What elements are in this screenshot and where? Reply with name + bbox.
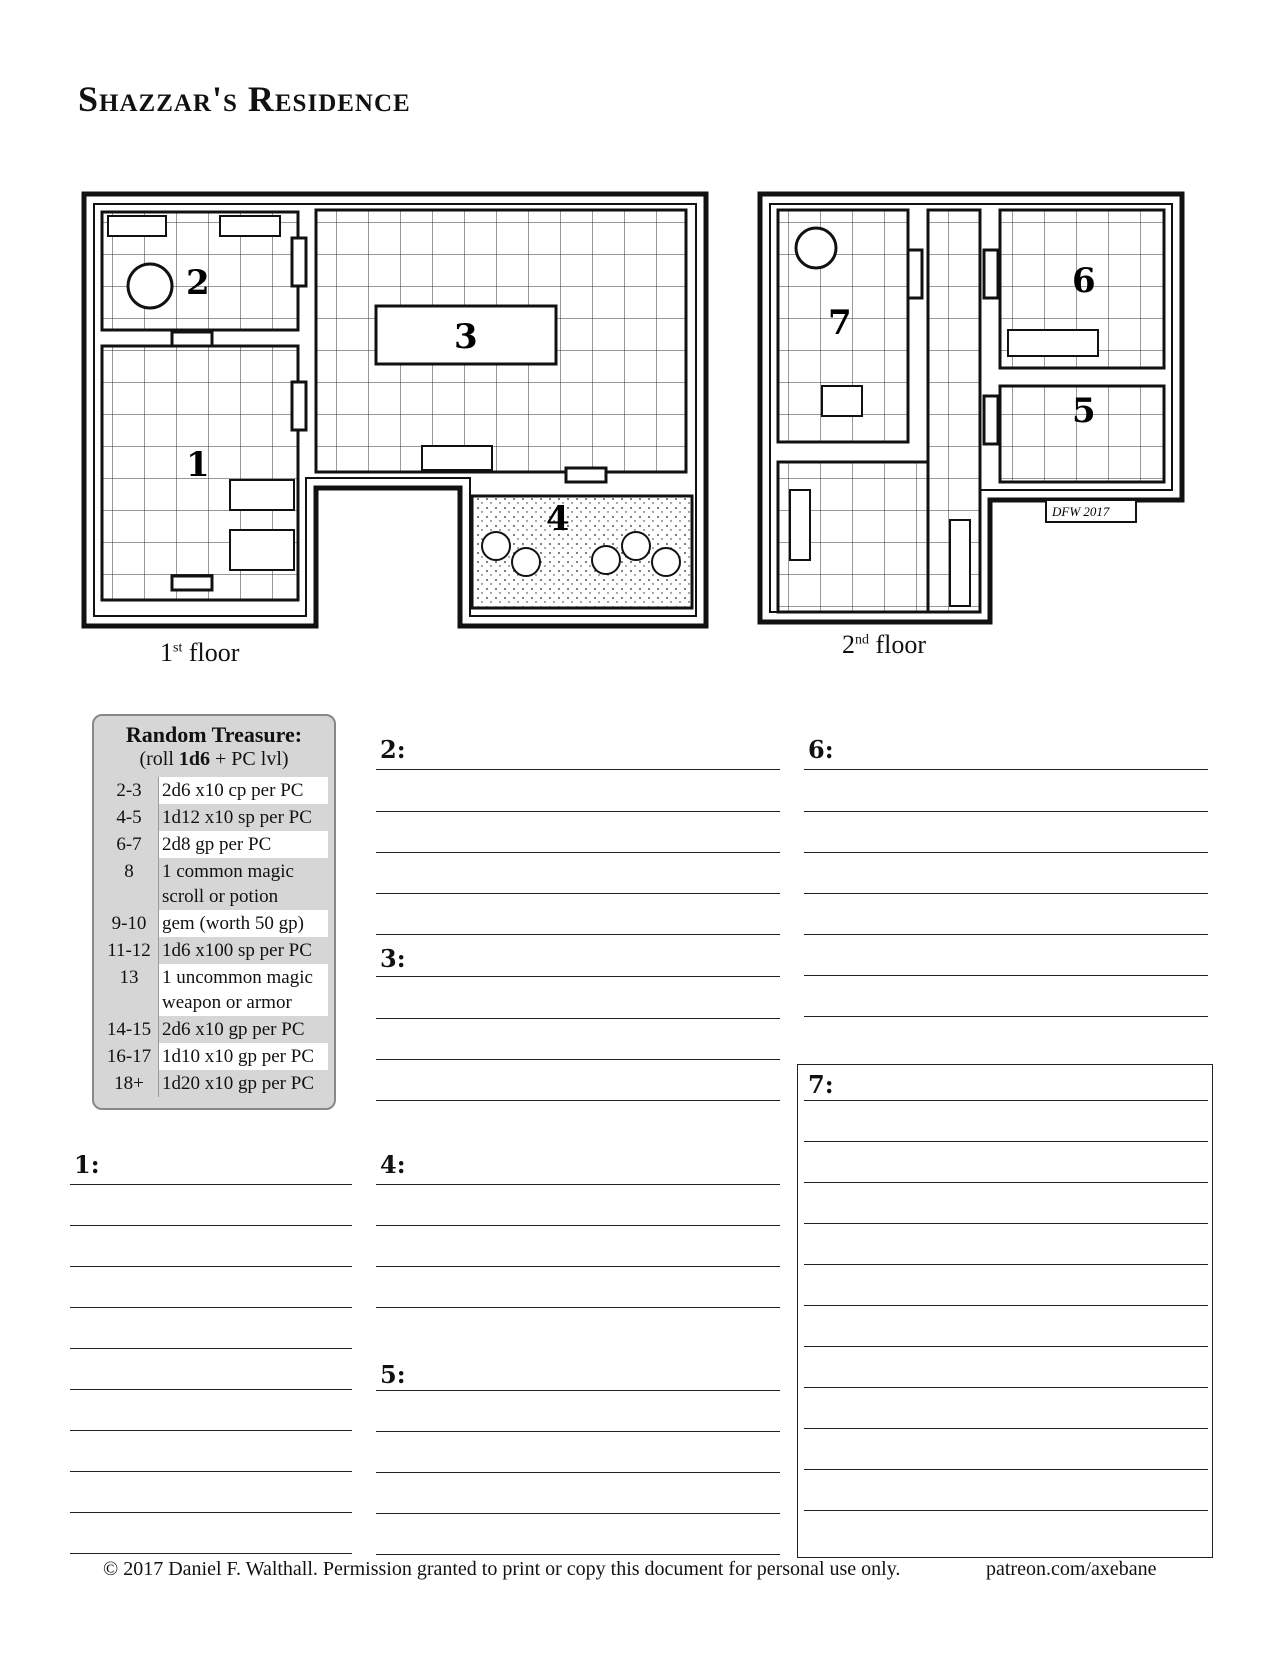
- room-5-notes-label: 5:: [380, 1360, 406, 1389]
- note-line: [70, 1266, 352, 1267]
- table-row: 11-12 1d6 x100 sp per PC: [100, 937, 328, 964]
- note-line: [804, 1141, 1208, 1142]
- note-line: [804, 1100, 1208, 1101]
- note-line: [376, 1472, 780, 1473]
- note-line: [70, 1307, 352, 1308]
- table-row: 9-10 gem (worth 50 gp): [100, 910, 328, 937]
- note-line: [804, 1223, 1208, 1224]
- room-number-4: 4: [546, 499, 570, 539]
- note-line: [376, 1554, 780, 1555]
- artist-signature: DFW 2017: [1052, 504, 1110, 519]
- note-line: [70, 1553, 352, 1554]
- note-line: [376, 1059, 780, 1060]
- note-line: [376, 811, 780, 812]
- note-line: [804, 1428, 1208, 1429]
- room-number-2: 2: [186, 263, 210, 303]
- note-line: [804, 1182, 1208, 1183]
- table-row: 4-5 1d12 x10 sp per PC: [100, 804, 328, 831]
- second-floor-label: 2nd floor: [842, 630, 927, 659]
- random-treasure-table: [92, 714, 336, 1110]
- first-floor-map: [80, 190, 712, 634]
- note-line: [804, 852, 1208, 853]
- room-7-notes-box: [797, 1064, 1213, 1558]
- note-line: [376, 934, 780, 935]
- note-line: [376, 976, 780, 977]
- note-line: [70, 1348, 352, 1349]
- note-line: [804, 1016, 1208, 1017]
- note-line: [376, 1100, 780, 1101]
- note-line: [376, 769, 780, 770]
- table-row: 2-3 2d6 x10 cp per PC: [100, 777, 328, 804]
- note-line: [804, 1264, 1208, 1265]
- room-number-5: 5: [1072, 391, 1096, 431]
- note-line: [804, 893, 1208, 894]
- table-row: 14-15 2d6 x10 gp per PC: [100, 1016, 328, 1043]
- room-6-notes-label: 6:: [808, 735, 834, 764]
- note-line: [804, 769, 1208, 770]
- room-7-notes-label: 7:: [808, 1070, 834, 1099]
- table-row: 6-7 2d8 gp per PC: [100, 831, 328, 858]
- page-title: Shazzar's Residence: [78, 79, 411, 119]
- note-line: [70, 1512, 352, 1513]
- note-line: [376, 1431, 780, 1432]
- room-3-notes-label: 3:: [380, 944, 406, 973]
- note-line: [376, 1513, 780, 1514]
- note-line: [376, 1225, 780, 1226]
- note-line: [804, 975, 1208, 976]
- note-line: [804, 1510, 1208, 1511]
- room-number-1: 1: [186, 445, 210, 485]
- patreon-link[interactable]: patreon.com/axebane: [986, 1558, 1157, 1580]
- treasure-heading: Random Treasure:: [125, 722, 303, 747]
- second-floor-map: [756, 190, 1186, 630]
- note-line: [804, 811, 1208, 812]
- note-line: [804, 1387, 1208, 1388]
- note-line: [804, 1469, 1208, 1470]
- note-line: [376, 1390, 780, 1391]
- note-line: [70, 1471, 352, 1472]
- note-line: [376, 1184, 780, 1185]
- table-row: 16-17 1d10 x10 gp per PC: [100, 1043, 328, 1070]
- note-line: [70, 1430, 352, 1431]
- table-row: 13 1 uncommon magic weapon or armor: [100, 964, 328, 1016]
- room-1-notes-label: 1:: [74, 1150, 100, 1179]
- note-line: [376, 1307, 780, 1308]
- room-number-7: 7: [828, 303, 852, 343]
- note-line: [376, 893, 780, 894]
- note-line: [804, 934, 1208, 935]
- note-line: [804, 1305, 1208, 1306]
- table-row: 8 1 common magic scroll or potion: [100, 858, 328, 910]
- room-4-notes-label: 4:: [380, 1150, 406, 1179]
- note-line: [376, 852, 780, 853]
- room-number-3: 3: [454, 317, 478, 357]
- note-line: [804, 1346, 1208, 1347]
- treasure-rows: [100, 777, 328, 1097]
- treasure-roll-instruction: (roll 1d6 + PC lvl): [139, 748, 289, 770]
- note-line: [376, 1266, 780, 1267]
- note-line: [70, 1225, 352, 1226]
- note-line: [70, 1184, 352, 1185]
- first-floor-label: 1st floor: [160, 638, 240, 667]
- copyright-text: © 2017 Daniel F. Walthall. Permission granted to print or copy this document for personal use only.: [103, 1558, 901, 1580]
- table-row: 18+ 1d20 x10 gp per PC: [100, 1070, 328, 1097]
- room-2-notes-label: 2:: [380, 735, 406, 764]
- room-number-6: 6: [1072, 261, 1096, 301]
- note-line: [376, 1018, 780, 1019]
- note-line: [70, 1389, 352, 1390]
